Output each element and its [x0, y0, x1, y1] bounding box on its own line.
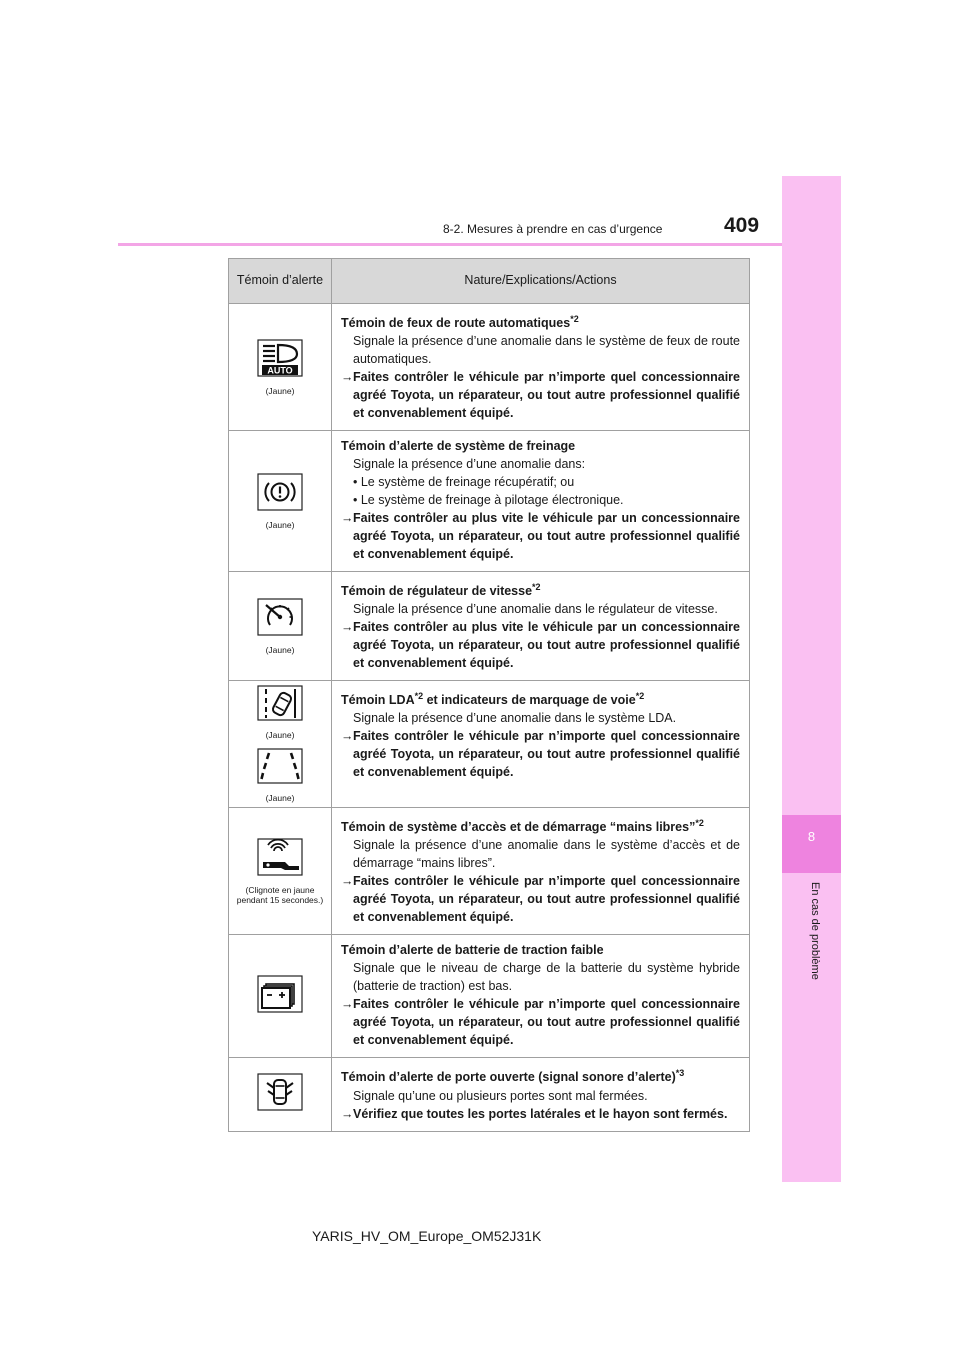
section-title: 8-2. Mesures à prendre en cas d’urgence — [443, 222, 663, 236]
color-caption: (Jaune) — [265, 519, 295, 530]
warning-title — [341, 578, 740, 600]
table-row — [229, 304, 750, 431]
bullet-item: • Le système de freinage récupératif; ou — [353, 475, 575, 490]
document-code: YARIS_HV_OM_Europe_OM52J31K — [312, 1228, 542, 1244]
description-cell — [332, 935, 750, 1058]
warning-title — [341, 941, 740, 959]
arrow-icon: → — [341, 874, 354, 889]
header-icon-column: Témoin d’alerte — [229, 259, 332, 304]
action-item — [341, 618, 740, 672]
warning-light-cell — [229, 808, 332, 935]
warning-light-cell — [229, 935, 332, 1058]
warning-light-cell — [229, 431, 332, 572]
arrow-icon: → — [341, 1106, 354, 1121]
svg-text:AUTO: AUTO — [267, 365, 293, 376]
color-caption: (Jaune) — [265, 644, 295, 655]
warning-light-cell — [229, 304, 332, 431]
table-row — [229, 808, 750, 935]
side-tab-label: En cas de problème — [809, 882, 821, 980]
warning-title-text: Témoin de feux de route automatiques — [341, 316, 571, 331]
table-row — [229, 1058, 750, 1131]
action-text: Faites contrôler le véhicule par n’importe quel concessionnaire agréé Toyota, un réparateur, ou tout autre professionnel qualifié et convenablement équipé. — [353, 729, 740, 780]
header-rule — [118, 243, 782, 246]
color-caption: (Jaune) — [265, 793, 295, 804]
warning-title — [341, 814, 740, 836]
page-number: 409 — [724, 214, 760, 237]
warning-description: Signale la présence d’une anomalie dans le système de feux de route automatiques. — [353, 334, 740, 367]
table-row — [229, 935, 750, 1058]
action-text: Faites contrôler le véhicule par n’importe quel concessionnaire agréé Toyota, un réparateur, ou tout autre professionnel qualifié et convenablement équipé. — [353, 370, 740, 421]
warning-title-text: Témoin d’alerte de batterie de traction faible — [341, 943, 604, 958]
action-item — [341, 1105, 740, 1123]
footnote-ref: *2 — [532, 582, 541, 593]
warning-title — [341, 687, 740, 709]
warning-title-text: Témoin d’alerte de système de freinage — [341, 439, 576, 454]
auto-high-beam-icon — [257, 339, 303, 382]
action-item — [341, 509, 740, 563]
action-item — [341, 727, 740, 781]
warning-title-text: Témoin de système d’accès et de démarrage “mains libres” — [341, 820, 696, 835]
bullet-item: • Le système de freinage à pilotage électronique. — [353, 493, 624, 508]
description-cell — [332, 681, 750, 808]
warning-description: Signale qu’une ou plusieurs portes sont mal fermées. — [353, 1088, 648, 1103]
warning-description: Signale la présence d’une anomalie dans: — [353, 457, 586, 472]
footnote-ref: *2 — [695, 818, 704, 829]
lda-icon — [257, 685, 303, 726]
warning-title — [341, 310, 740, 332]
lane-marking-icon — [257, 748, 303, 789]
table-header-row — [229, 259, 750, 304]
footnote-ref: *2 — [570, 314, 579, 324]
action-text: Faites contrôler le véhicule par n’importe quel concessionnaire agréé Toyota, un réparateur, ou tout autre professionnel qualifié et convenablement équipé. — [353, 997, 740, 1048]
color-caption: (Clignote en jaune pendant 15 secondes.) — [236, 884, 324, 905]
footnote-ref: *2 — [414, 691, 424, 702]
warning-title-suffix: et indicateurs de marquage de voie — [423, 693, 636, 708]
table-row — [229, 572, 750, 681]
open-door-icon — [257, 1073, 303, 1116]
warning-title-text: Témoin d’alerte de porte ouverte (signal sonore d’alerte) — [341, 1070, 676, 1085]
description-cell — [332, 808, 750, 935]
description-cell — [332, 572, 750, 681]
warning-description: Signale que le niveau de charge de la batterie du système hybride (batterie de traction) est bas. — [353, 961, 740, 994]
warning-title — [341, 437, 740, 455]
action-item — [341, 995, 740, 1049]
cruise-control-icon — [257, 598, 303, 641]
arrow-icon: → — [341, 997, 354, 1012]
warning-description: Signale la présence d’une anomalie dans le régulateur de vitesse. — [353, 602, 718, 617]
action-text: Vérifiez que toutes les portes latérales et le hayon sont fermés. — [353, 1106, 728, 1121]
action-item — [341, 872, 740, 926]
arrow-icon: → — [341, 729, 354, 744]
action-text: Faites contrôler au plus vite le véhicule par un concessionnaire agréé Toyota, un réparateur, ou tout autre professionnel qualifié et convenablement équipé. — [353, 511, 740, 562]
smart-entry-icon — [257, 838, 303, 881]
side-tab-chapter-marker — [782, 815, 841, 873]
footnote-ref: *2 — [635, 691, 645, 702]
action-text: Faites contrôler le véhicule par n’importe quel concessionnaire agréé Toyota, un réparateur, ou tout autre professionnel qualifié et convenablement équipé. — [353, 874, 740, 925]
warning-light-cell — [229, 681, 332, 808]
action-item — [341, 368, 740, 422]
table-row — [229, 681, 750, 808]
warning-title-text: Témoin LDA — [341, 693, 415, 708]
description-cell — [332, 304, 750, 431]
arrow-icon: → — [341, 370, 354, 385]
warning-light-cell — [229, 572, 332, 681]
warning-lights-table — [228, 258, 750, 1132]
side-tab-strip — [782, 176, 841, 1182]
side-tab-number: 8 — [807, 829, 816, 844]
warning-description: Signale la présence d’une anomalie dans le système d’accès et de démarrage “mains libres”. — [353, 838, 740, 871]
description-cell — [332, 1058, 750, 1131]
arrow-icon: → — [341, 620, 354, 635]
warning-title — [341, 1064, 740, 1086]
description-cell — [332, 431, 750, 572]
action-text: Faites contrôler au plus vite le véhicule par un concessionnaire agréé Toyota, un réparateur, ou tout autre professionnel qualifié et convenablement équipé. — [353, 620, 740, 671]
color-caption: (Jaune) — [265, 730, 295, 741]
footnote-ref: *3 — [675, 1068, 685, 1079]
low-traction-battery-icon — [257, 975, 303, 1018]
warning-description: Signale la présence d’une anomalie dans le système LDA. — [353, 711, 677, 726]
warning-title-text: Témoin de régulateur de vitesse — [341, 584, 533, 599]
header-desc-column: Nature/Explications/Actions — [332, 259, 750, 304]
table-row — [229, 431, 750, 572]
arrow-icon: → — [341, 511, 354, 526]
warning-light-cell — [229, 1058, 332, 1131]
color-caption: (Jaune) — [265, 385, 295, 396]
brake-system-warning-icon — [257, 473, 303, 516]
